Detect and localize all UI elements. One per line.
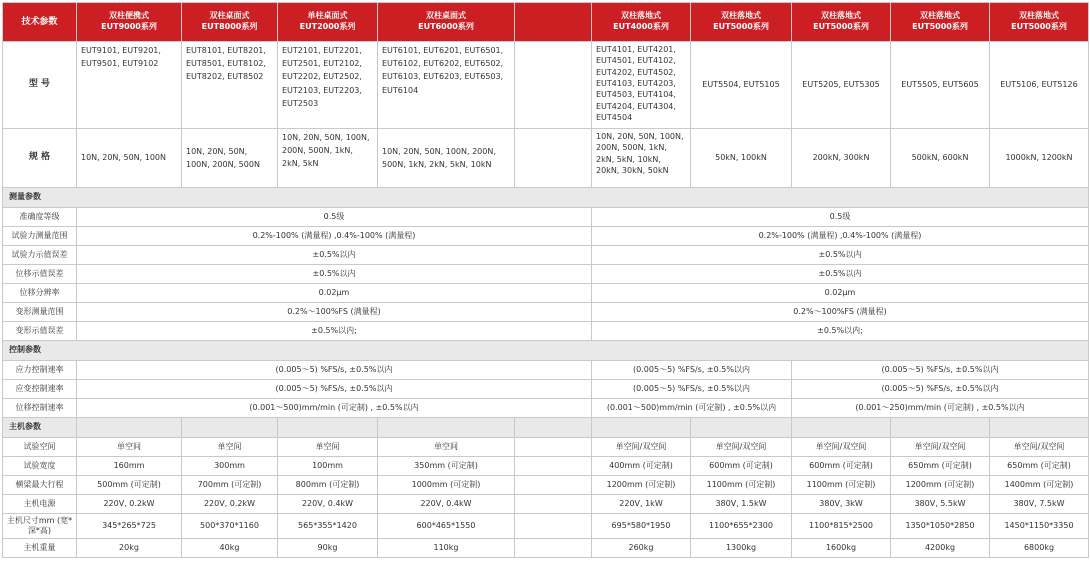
section-host [3, 418, 1089, 438]
value-cell: 6800kg [990, 539, 1089, 558]
row-label: 试验空间 [3, 438, 77, 457]
spec-cell: 10N, 20N, 50N, 100N, 200N, 500N, 1kN, 2kN, 5kN, 10kN, 20kN, 30kN, 50kN [592, 129, 691, 188]
value-cell: 单空间/双空间 [592, 438, 691, 457]
header-col-eut5000-b: 双柱落地式 EUT5000系列 [792, 3, 891, 42]
row-label: 试验力测量范围 [3, 227, 77, 246]
spec-table [2, 2, 1089, 558]
measure-row [3, 265, 1089, 284]
header-col-eut5000-d: 双柱落地式 EUT5000系列 [990, 3, 1089, 42]
value-cell: 1100mm (可定制) [792, 476, 891, 495]
value-cell: 800mm (可定制) [278, 476, 378, 495]
header-col-eut2000: 单柱桌面式 EUT2000系列 [278, 3, 378, 42]
value-cell: 380V, 3kW [792, 495, 891, 514]
control-row [3, 361, 1089, 380]
value-cell: 1450*1150*3350 [990, 514, 1089, 539]
row-label: 变形示值误差 [3, 322, 77, 341]
value-cell [515, 457, 592, 476]
spec-cell: 50kN, 100kN [691, 129, 792, 188]
row-label: 位移示值误差 [3, 265, 77, 284]
model-cell: EUT6101, EUT6201, EUT6501, EUT6102, EUT6202, EUT6502, EUT6103, EUT6203, EUT6503, EUT6104 [378, 42, 515, 129]
value-cell: 600mm (可定制) [792, 457, 891, 476]
row-label: 试验力示值误差 [3, 246, 77, 265]
row-label: 横梁最大行程 [3, 476, 77, 495]
value-cell [515, 438, 592, 457]
value-cell: (0.005～5) %FS/s, ±0.5%以内 [792, 380, 1089, 399]
value-cell: 565*355*1420 [278, 514, 378, 539]
value-cell: (0.001～500)mm/min (可定制) , ±0.5%以内 [592, 399, 792, 418]
value-cell: 单空间/双空间 [990, 438, 1089, 457]
value-cell: 220V, 0.4kW [278, 495, 378, 514]
measure-row [3, 322, 1089, 341]
row-label: 规 格 [3, 129, 77, 188]
spec-row [3, 129, 1089, 188]
value-cell: 600*465*1550 [378, 514, 515, 539]
value-cell: 220V, 0.2kW [182, 495, 278, 514]
value-cell: ±0.5%以内; [592, 322, 1089, 341]
value-cell: 1000mm (可定制) [378, 476, 515, 495]
value-cell: 单空间 [182, 438, 278, 457]
header-col-eut5000-c: 双柱落地式 EUT5000系列 [891, 3, 990, 42]
spec-cell: 10N, 20N, 50N, 100N, 200N, 500N, 1kN, 2kN, 5kN [278, 129, 378, 188]
value-cell: 1300kg [691, 539, 792, 558]
section-title: 控制参数 [3, 341, 1089, 361]
measure-row [3, 303, 1089, 322]
spec-cell: 200kN, 300kN [792, 129, 891, 188]
spec-cell: 1000kN, 1200kN [990, 129, 1089, 188]
value-cell: ±0.5%以内; [77, 322, 592, 341]
value-cell: (0.005～5) %FS/s, ±0.5%以内 [77, 380, 592, 399]
model-cell: EUT4101, EUT4201, EUT4501, EUT4102, EUT4202, EUT4502, EUT4103, EUT4203, EUT4503, EUT4104, EUT4204, EUT4304, EUT4504 [592, 42, 691, 129]
row-label: 主机电源 [3, 495, 77, 514]
value-cell: 380V, 7.5kW [990, 495, 1089, 514]
value-cell: 0.02μm [77, 284, 592, 303]
row-label: 准确度等级 [3, 208, 77, 227]
value-cell: 110kg [378, 539, 515, 558]
model-cell: EUT2101, EUT2201, EUT2501, EUT2102, EUT2202, EUT2502, EUT2103, EUT2203, EUT2503 [278, 42, 378, 129]
value-cell: 单空间/双空间 [792, 438, 891, 457]
value-cell [515, 476, 592, 495]
model-cell: EUT5205, EUT5305 [792, 42, 891, 129]
row-label: 应变控制速率 [3, 380, 77, 399]
spec-cell: 500kN, 600kN [891, 129, 990, 188]
measure-row [3, 284, 1089, 303]
value-cell: (0.005～5) %FS/s, ±0.5%以内 [792, 361, 1089, 380]
header-col-eut5000-a: 双柱落地式 EUT5000系列 [691, 3, 792, 42]
header-corner: 技术参数 [3, 3, 77, 42]
host-row [3, 495, 1089, 514]
value-cell: ±0.5%以内 [592, 246, 1089, 265]
model-cell: EUT8101, EUT8201, EUT8501, EUT8102, EUT8202, EUT8502 [182, 42, 278, 129]
measure-row [3, 227, 1089, 246]
spec-cell: 10N, 20N, 50N, 100N, 200N, 500N, 1kN, 2kN, 5kN, 10kN [378, 129, 515, 188]
header-col-eut6000: 双柱桌面式 EUT6000系列 [378, 3, 515, 42]
value-cell: 500mm (可定制) [77, 476, 182, 495]
header-col-eut8000: 双柱桌面式 EUT8000系列 [182, 3, 278, 42]
value-cell: (0.005～5) %FS/s, ±0.5%以内 [592, 361, 792, 380]
row-label: 型 号 [3, 42, 77, 129]
value-cell [515, 539, 592, 558]
header-col-eut9000: 双柱便携式 EUT9000系列 [77, 3, 182, 42]
control-row [3, 380, 1089, 399]
value-cell: 0.2%-100% (满量程) ,0.4%-100% (满量程) [77, 227, 592, 246]
row-label: 应力控制速率 [3, 361, 77, 380]
value-cell: 0.2%～100%FS (满量程) [592, 303, 1089, 322]
host-row [3, 438, 1089, 457]
value-cell: ±0.5%以内 [77, 246, 592, 265]
value-cell: (0.001～500)mm/min (可定制) , ±0.5%以内 [77, 399, 592, 418]
value-cell: 650mm (可定制) [891, 457, 990, 476]
value-cell: (0.005～5) %FS/s, ±0.5%以内 [77, 361, 592, 380]
value-cell: 100mm [278, 457, 378, 476]
row-label: 主机尺寸mm (宽*深*高) [3, 514, 77, 539]
value-cell: 单空间 [278, 438, 378, 457]
value-cell: 160mm [77, 457, 182, 476]
value-cell: 1600kg [792, 539, 891, 558]
value-cell: 500*370*1160 [182, 514, 278, 539]
value-cell: ±0.5%以内 [77, 265, 592, 284]
value-cell: 1400mm (可定制) [990, 476, 1089, 495]
row-label: 试验宽度 [3, 457, 77, 476]
value-cell: 600mm (可定制) [691, 457, 792, 476]
value-cell: 单空间 [378, 438, 515, 457]
row-label: 变形测量范围 [3, 303, 77, 322]
value-cell: 4200kg [891, 539, 990, 558]
measure-row [3, 246, 1089, 265]
value-cell: 40kg [182, 539, 278, 558]
value-cell: 380V, 5.5kW [891, 495, 990, 514]
model-cell: EUT9101, EUT9201, EUT9501, EUT9102 [77, 42, 182, 129]
spec-cell: 10N, 20N, 50N, 100N, 200N, 500N [182, 129, 278, 188]
value-cell: 700mm (可定制) [182, 476, 278, 495]
value-cell: 260kg [592, 539, 691, 558]
section-control [3, 341, 1089, 361]
section-title: 主机参数 [3, 418, 77, 438]
value-cell [515, 514, 592, 539]
model-cell: EUT5504, EUT5105 [691, 42, 792, 129]
value-cell: 1200mm (可定制) [891, 476, 990, 495]
value-cell: 220V, 0.2kW [77, 495, 182, 514]
value-cell: 695*580*1950 [592, 514, 691, 539]
model-cell: EUT5106, EUT5126 [990, 42, 1089, 129]
value-cell: 350mm (可定制) [378, 457, 515, 476]
value-cell: 单空间/双空间 [691, 438, 792, 457]
model-cell: EUT5505, EUT5605 [891, 42, 990, 129]
value-cell: 1100*655*2300 [691, 514, 792, 539]
value-cell: 380V, 1.5kW [691, 495, 792, 514]
section-title: 测量参数 [3, 188, 1089, 208]
value-cell: 300mm [182, 457, 278, 476]
row-label: 主机重量 [3, 539, 77, 558]
model-row [3, 42, 1089, 129]
header-row [3, 3, 1089, 42]
value-cell: 220V, 0.4kW [378, 495, 515, 514]
value-cell: 90kg [278, 539, 378, 558]
value-cell: (0.001～250)mm/min (可定制) , ±0.5%以内 [792, 399, 1089, 418]
spec-cell: 10N, 20N, 50N, 100N [77, 129, 182, 188]
control-row [3, 399, 1089, 418]
section-measure [3, 188, 1089, 208]
host-row [3, 457, 1089, 476]
host-row [3, 476, 1089, 495]
spec-cell [515, 129, 592, 188]
value-cell: 20kg [77, 539, 182, 558]
value-cell: 1100*815*2500 [792, 514, 891, 539]
row-label: 位移控制速率 [3, 399, 77, 418]
host-row [3, 539, 1089, 558]
measure-row [3, 208, 1089, 227]
value-cell: 0.2%～100%FS (满量程) [77, 303, 592, 322]
value-cell: 1350*1050*2850 [891, 514, 990, 539]
value-cell: (0.005～5) %FS/s, ±0.5%以内 [592, 380, 792, 399]
value-cell: 0.5级 [77, 208, 592, 227]
value-cell: 0.2%-100% (满量程) ,0.4%-100% (满量程) [592, 227, 1089, 246]
header-col-blank [515, 3, 592, 42]
value-cell: 0.5级 [592, 208, 1089, 227]
value-cell: 单空间 [77, 438, 182, 457]
value-cell: ±0.5%以内 [592, 265, 1089, 284]
value-cell: 单空间/双空间 [891, 438, 990, 457]
header-col-eut4000: 双柱落地式 EUT4000系列 [592, 3, 691, 42]
row-label: 位移分辨率 [3, 284, 77, 303]
value-cell: 0.02μm [592, 284, 1089, 303]
value-cell: 1200mm (可定制) [592, 476, 691, 495]
value-cell: 345*265*725 [77, 514, 182, 539]
value-cell: 650mm (可定制) [990, 457, 1089, 476]
host-row [3, 514, 1089, 539]
model-cell [515, 42, 592, 129]
value-cell: 1100mm (可定制) [691, 476, 792, 495]
value-cell [515, 495, 592, 514]
value-cell: 220V, 1kW [592, 495, 691, 514]
value-cell: 400mm (可定制) [592, 457, 691, 476]
